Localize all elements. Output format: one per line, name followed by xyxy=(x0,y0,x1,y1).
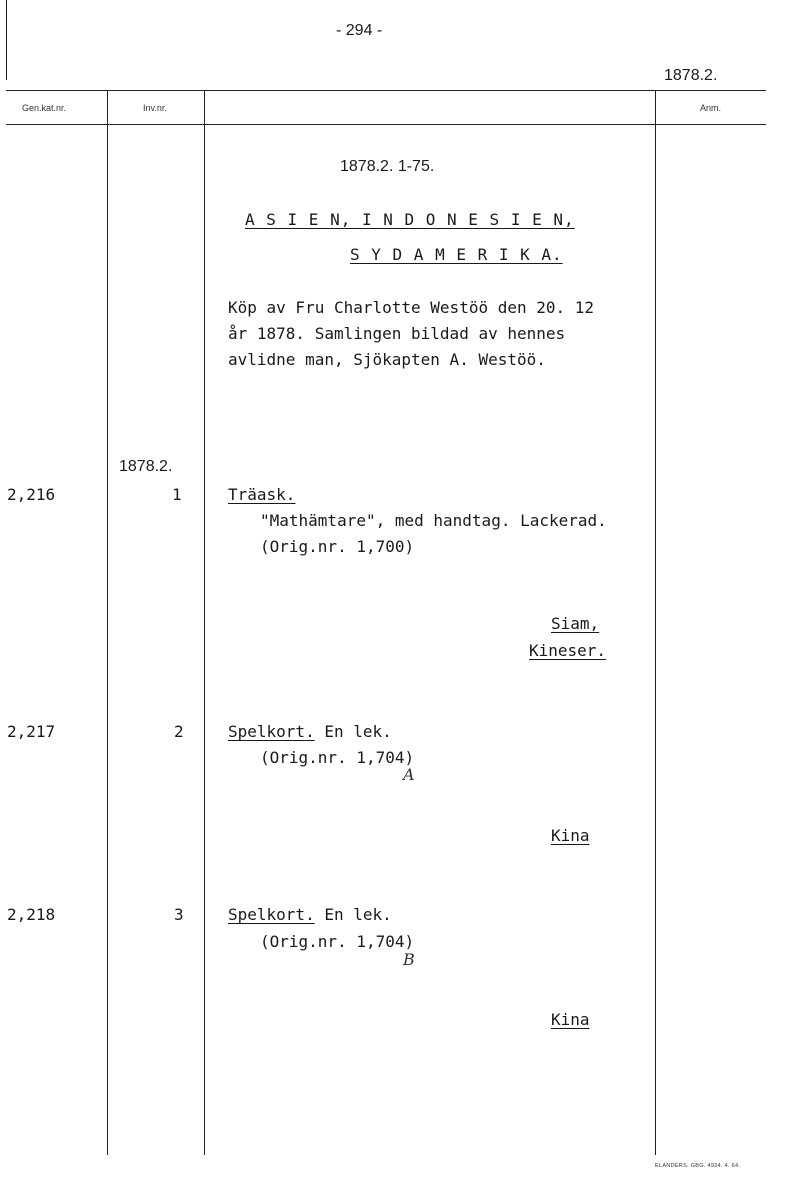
entry-place: Kina xyxy=(551,826,590,845)
column-divider-1 xyxy=(107,90,108,1155)
entry-place: Kina xyxy=(551,1010,590,1029)
entry-gen-kat: 2,216 xyxy=(7,485,56,504)
entry-place: Siam, xyxy=(551,614,600,633)
header-bottom-rule xyxy=(6,124,766,125)
entry-title: Träask. xyxy=(228,485,296,504)
entry-title-row xyxy=(228,905,392,924)
inv-prefix: 1878.2. xyxy=(119,458,173,475)
description-line-1: Köp av Fru Charlotte Westöö den 20. 12 xyxy=(228,298,595,317)
page-number: - 294 - xyxy=(336,22,383,39)
entry-line: (Orig.nr. 1,704) xyxy=(260,932,415,951)
entry-annotation: A xyxy=(403,765,415,784)
column-divider-3 xyxy=(655,90,656,1155)
entry-line: (Orig.nr. 1,704) xyxy=(260,748,415,767)
column-divider-2 xyxy=(204,90,205,1155)
region-heading-2: S Y D A M E R I K A. xyxy=(350,245,563,264)
entry-annotation: B xyxy=(403,950,415,969)
header-code: 1878.2. xyxy=(664,67,718,84)
entry-gen-kat: 2,218 xyxy=(7,905,56,924)
entry-title: Spelkort. xyxy=(228,905,315,924)
entry-line: "Mathämtare", med handtag. Lackerad. xyxy=(260,511,607,530)
entry-place: Kineser. xyxy=(529,641,607,660)
entry-inv: 3 xyxy=(174,905,184,924)
entry-gen-kat: 2,217 xyxy=(7,722,56,741)
entry-inv: 2 xyxy=(174,722,184,741)
printer-mark: ELANDERS. GBG. 4924. 4. 64. xyxy=(655,1163,741,1169)
region-heading-1: A S I E N, I N D O N E S I E N, xyxy=(245,210,575,229)
collection-range: 1878.2. 1-75. xyxy=(340,158,435,175)
column-header-gen-kat: Gen.kat.nr. xyxy=(22,103,67,113)
left-margin-line xyxy=(6,0,7,80)
entry-line: (Orig.nr. 1,700) xyxy=(260,537,415,556)
column-header-inv: Inv.nr. xyxy=(143,103,167,113)
description-line-3: avlidne man, Sjökapten A. Westöö. xyxy=(228,350,546,369)
entry-title-rest: En lek. xyxy=(324,722,392,741)
entry-title-rest: En lek. xyxy=(324,905,392,924)
header-top-rule xyxy=(6,90,766,91)
entry-inv: 1 xyxy=(172,485,182,504)
entry-title-row xyxy=(228,722,392,741)
column-header-anm: Anm. xyxy=(700,103,722,113)
description-line-2: år 1878. Samlingen bildad av hennes xyxy=(228,324,566,343)
entry-title: Spelkort. xyxy=(228,722,315,741)
